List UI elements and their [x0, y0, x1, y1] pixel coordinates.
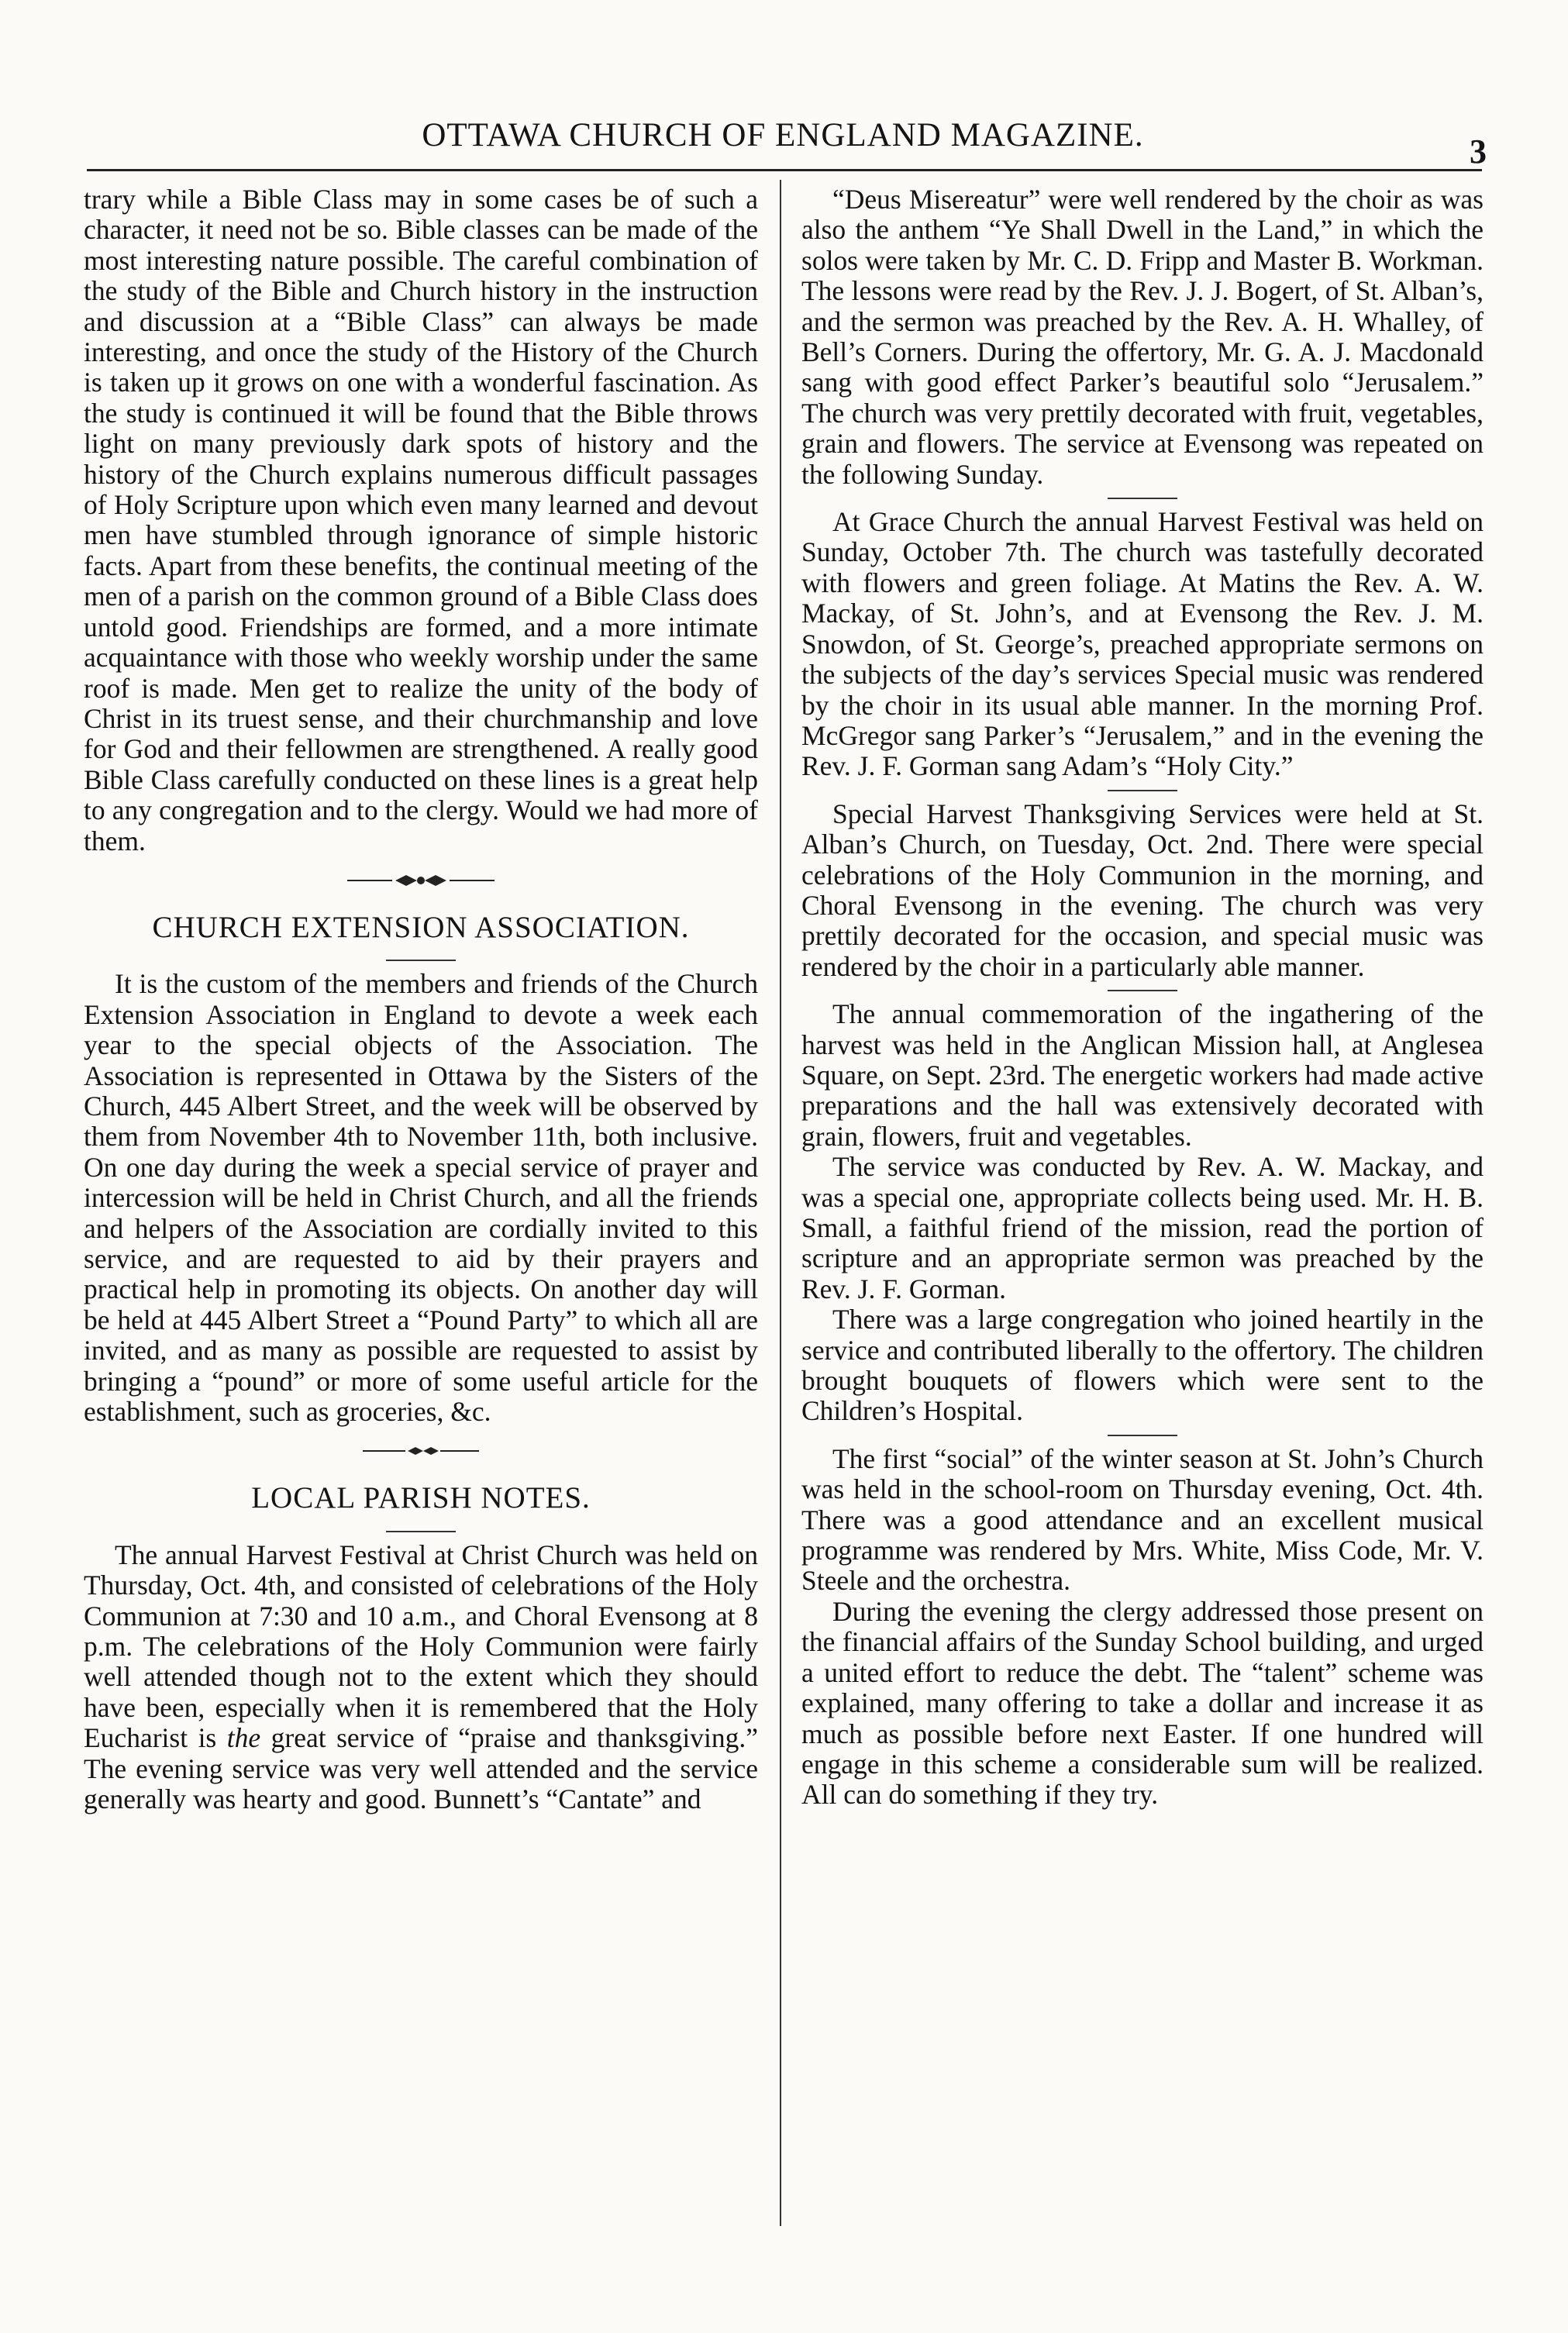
- st-johns-social-paragraph: The first “social” of the winter season at St. John’s Church was held in the school-room on Thursday evening, Oct. 4th. There was a good attendance and an excellent musical programme was rendered by Mrs. White, Miss Code, Mr. V. Steele and the orchestra.: [801, 1442, 1484, 1597]
- column-divider: [780, 180, 781, 2226]
- heading-church-extension: CHURCH EXTENSION ASSOCIATION.: [152, 910, 690, 944]
- christ-church-harvest-paragraph: [84, 1540, 758, 1815]
- emphasis-text: the: [226, 1722, 261, 1754]
- short-rule: [386, 960, 456, 961]
- paragraph-text: The annual Harvest Festival at Christ Church was held on Thursday, Oct. 4th, and consisted of celebrations of the Holy Communion at 7:30 and 10 a.m., and Choral Evensong at 8 p.m. The celebrations of the Holy Communion were fairly well attended though not to the extent which they should have been, especially when it is remembered that the Holy Eucharist is: [84, 1539, 758, 1754]
- st-johns-clergy-paragraph: During the evening the clergy addressed those present on the financial affairs of the Sunday School building, and urged a united effort to reduce the debt. The “talent” scheme was explained, many offering to take a dollar and increase it as much as possible before next Easter. If one hundred will engage in this scheme a considerable sum will be realized. All can do something if they try.: [801, 1595, 1484, 1811]
- mission-congregation-paragraph: There was a large congregation who joined heartily in the service and contributed liberally to the offertory. The children brought bouquets of flowers which were sent to the Children’s Hospital.: [801, 1304, 1484, 1427]
- short-rule: [1108, 1435, 1177, 1436]
- christ-church-continued-paragraph: “Deus Misereatur” were well rendered by the choir as was also the anthem “Ye Shall Dwell in the Land,” in which the solos were taken by Mr. C. D. Fripp and Master B. Workman. The lessons were read by the Rev. J. J. Bogert, of St. Alban’s, and the sermon was preached by the Rev. A. H. Whalley, of Bell’s Corners. During the offertory, Mr. G. A. J. Macdonald sang with good effect Parker’s beautiful solo “Jerusalem.” The church was very prettily decorated with fruit, vegetables, grain and flowers. The service at Evensong was repeated on the following Sunday.: [801, 184, 1484, 490]
- grace-church-paragraph: At Grace Church the annual Harvest Festival was held on Sunday, October 7th. The church was tastefully decorated with flowers and green foliage. At Matins the Rev. A. W. Mackay, of St. John’s, and at Evensong the Rev. J. M. Snowdon, of St. George’s, preached appropriate sermons on the subjects of the day’s services Special music was rendered by the choir in its usual able manner. In the morning Prof. McGregor sang Parker’s “Jerusalem,” and in the evening the Rev. J. F. Gorman sang Adam’s “Holy City.”: [801, 506, 1484, 782]
- ornament-divider: [84, 1438, 758, 1464]
- paragraph-text: great service of “praise and thanksgiving.” The evening service was very well attended and the service generally was hearty and good. Bunnett’s “Cantate” and: [84, 1722, 759, 1815]
- church-extension-paragraph: It is the custom of the members and friends of the Church Extension Association in England to devote a week each year to the special objects of the Association. The Association is represented in Ottawa by the Sisters of the Church, 445 Albert Street, and the week will be observed by them from November 4th to November 11th, both inclusive. On one day during the week a special service of prayer and intercession will be held in Christ Church, and all the friends and helpers of the Association are cordially invited to this service, and are requested to aid by their prayers and practical help in promoting its objects. On another day will be held at 445 Albert Street a “Pound Party” to which all are invited, and as many as possible are requested to assist by bringing a “pound” or more of some useful article for the establishment, such as groceries, &c.: [84, 968, 758, 1428]
- short-rule: [1108, 498, 1177, 499]
- running-head: OTTAWA CHURCH OF ENGLAND MAGAZINE.: [422, 117, 1144, 153]
- header-rule: [87, 169, 1482, 171]
- page-number: 3: [1470, 133, 1487, 171]
- ornament-divider: [84, 867, 758, 894]
- short-rule: [1108, 790, 1177, 791]
- ornament-icon: [363, 1443, 479, 1459]
- mission-service-paragraph: The service was conducted by Rev. A. W. Mackay, and was a special one, appropriate collects being used. Mr. H. B. Small, a faithful friend of the mission, read the portion of scripture and an appropriate sermon was preached by the Rev. J. F. Gorman.: [801, 1151, 1484, 1304]
- anglican-mission-paragraph: The annual commemoration of the ingathering of the harvest was held in the Anglican Mission hall, at Anglesea Square, on Sept. 23rd. The energetic workers had made active preparations and the hall was extensively decorated with grain, flowers, fruit and vegetables.: [801, 998, 1484, 1152]
- right-column: [801, 184, 1484, 1811]
- st-albans-paragraph: Special Harvest Thanksgiving Services were held at St. Alban’s Church, on Tuesday, Oct. 2nd. There were special celebrations of the Holy Communion in the morning, and Choral Evensong in the evening. The church was very prettily decorated for the occasion, and special music was rendered by the choir in a particularly able manner.: [801, 798, 1484, 982]
- left-column: [84, 184, 758, 1815]
- bible-class-paragraph: trary while a Bible Class may in some cases be of such a character, it need not be so. Bible classes can be made of the most interesting nature possible. The careful combination of the study of the Bible and Church history in the instruction and discussion at a “Bible Class” can always be made interesting, and once the study of the History of the Church is taken up it grows on one with a wonderful fascination. As the study is continued it will be found that the Bible throws light on many previously dark spots of history and the history of the Church explains numerous difficult passages of Holy Scripture upon which even many learned and devout men have stumbled through ignorance of simple historic facts. Apart from these benefits, the continual meeting of the men of a parish on the common ground of a Bible Class does untold good. Friendships are formed, and a more intimate acquaintance with those who weekly worship under the same roof is made. Men get to realize the unity of the body of Christ in its truest sense, and their churchmanship and love for God and their fellowmen are strengthened. A really good Bible Class carefully conducted on these lines is a great help to any congregation and to the clergy. Would we had more of them.: [84, 184, 758, 856]
- ornament-icon: [347, 873, 495, 888]
- heading-local-parish-notes: LOCAL PARISH NOTES.: [251, 1481, 591, 1515]
- short-rule: [386, 1531, 456, 1532]
- short-rule: [1108, 990, 1177, 991]
